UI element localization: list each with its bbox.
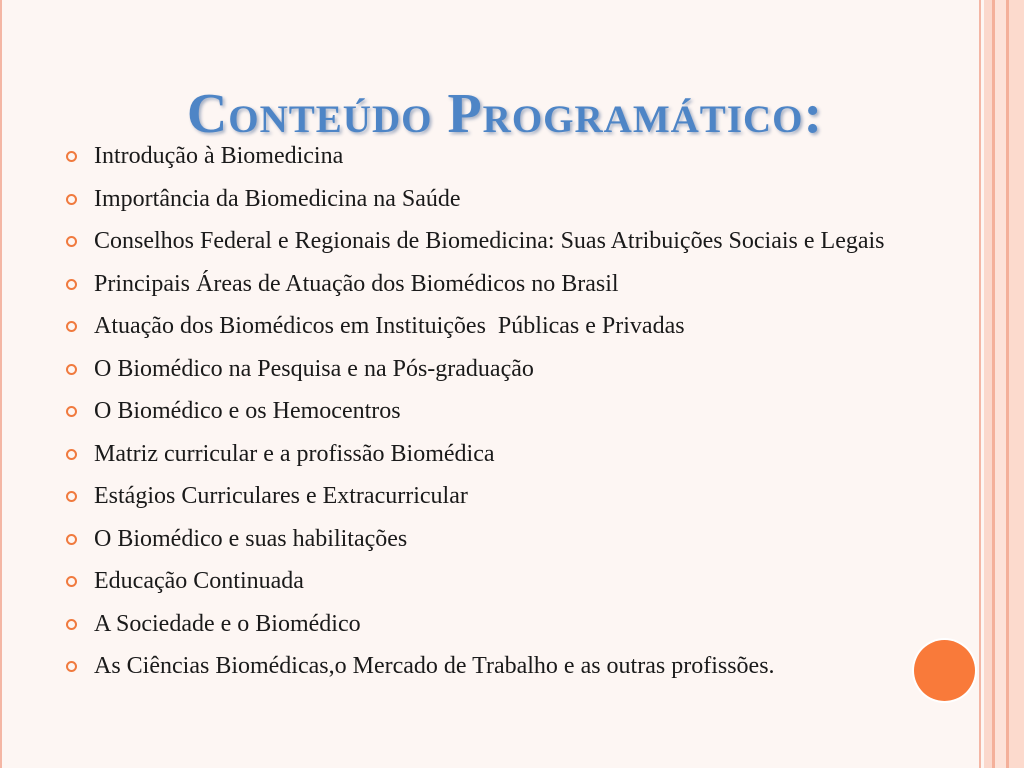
ring-bullet-icon bbox=[66, 321, 77, 332]
list-item bbox=[62, 140, 930, 173]
decorative-orange-circle bbox=[914, 640, 975, 701]
ring-bullet-icon bbox=[66, 576, 77, 587]
right-stripe bbox=[1009, 0, 1024, 768]
list-item-text: Introdução à Biomedicina bbox=[94, 143, 344, 169]
list-item bbox=[62, 650, 930, 683]
list-item-text: Principais Áreas de Atuação dos Biomédicos no Brasil bbox=[94, 270, 619, 297]
content-list bbox=[62, 140, 930, 693]
list-item-text: Educação Continuada bbox=[94, 568, 304, 594]
ring-bullet-icon bbox=[66, 449, 77, 460]
list-item bbox=[62, 395, 930, 428]
ring-bullet-icon bbox=[66, 236, 77, 247]
list-item bbox=[62, 608, 930, 641]
list-item bbox=[62, 268, 930, 301]
ring-bullet-icon bbox=[66, 194, 77, 205]
list-item bbox=[62, 438, 930, 471]
list-item bbox=[62, 480, 930, 513]
slide-title: Conteúdo Programático: bbox=[186, 82, 824, 145]
ring-bullet-icon bbox=[66, 151, 77, 162]
list-item bbox=[62, 310, 930, 343]
ring-bullet-icon bbox=[66, 619, 77, 630]
list-item-text: Importância da Biomedicina na Saúde bbox=[94, 185, 461, 212]
list-item bbox=[62, 523, 930, 556]
list-item-text: Atuação dos Biomédicos em Instituições Públicas e Privadas bbox=[94, 313, 685, 339]
list-item bbox=[62, 225, 930, 258]
ring-bullet-icon bbox=[66, 491, 77, 502]
list-item-text: As Ciências Biomédicas,o Mercado de Trabalho e as outras profissões. bbox=[94, 653, 775, 679]
list-item bbox=[62, 565, 930, 598]
ring-bullet-icon bbox=[66, 279, 77, 290]
list-item-text: Estágios Curriculares e Extracurricular bbox=[94, 483, 468, 509]
list-item-text: A Sociedade e o Biomédico bbox=[94, 610, 361, 637]
ring-bullet-icon bbox=[66, 661, 77, 672]
ring-bullet-icon bbox=[66, 406, 77, 417]
list-item bbox=[62, 353, 930, 386]
ring-bullet-icon bbox=[66, 534, 77, 545]
list-item-text: Conselhos Federal e Regionais de Biomedicina: Suas Atribuições Sociais e Legais bbox=[94, 228, 885, 254]
list-item-text: Matriz curricular e a profissão Biomédica bbox=[94, 440, 495, 467]
list-item-text: O Biomédico e suas habilitações bbox=[94, 525, 408, 552]
ring-bullet-icon bbox=[66, 364, 77, 375]
list-item-text: O Biomédico e os Hemocentros bbox=[94, 398, 401, 424]
list-item bbox=[62, 183, 930, 216]
list-item-text: O Biomédico na Pesquisa e na Pós-graduação bbox=[94, 355, 534, 382]
